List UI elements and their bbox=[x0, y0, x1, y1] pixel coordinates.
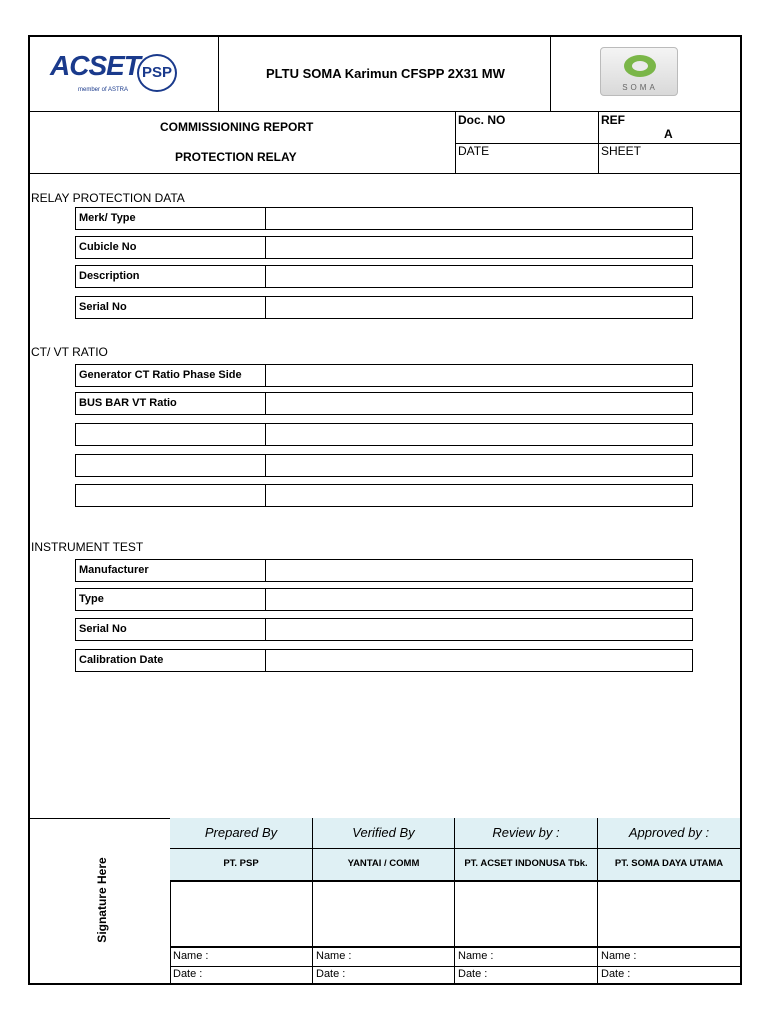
date-label: DATE bbox=[458, 144, 490, 158]
generator-ct-ratio-field[interactable] bbox=[266, 365, 692, 386]
row-label: Serial No bbox=[76, 619, 266, 640]
prepared-signature-box[interactable] bbox=[170, 882, 313, 946]
divider bbox=[598, 111, 599, 173]
manufacturer-field[interactable] bbox=[266, 560, 692, 581]
review-by-company: PT. ACSET INDONUSA Tbk. bbox=[455, 849, 598, 880]
prepared-name-date[interactable] bbox=[170, 948, 313, 985]
relay-row-cubicle-no bbox=[75, 236, 693, 259]
ct-row-busbar-vt bbox=[75, 392, 693, 415]
approved-by-company: PT. SOMA DAYA UTAMA bbox=[598, 849, 740, 880]
relay-row-description bbox=[75, 265, 693, 288]
report-title: COMMISSIONING REPORT bbox=[160, 120, 314, 134]
row-label: Type bbox=[76, 589, 266, 610]
verified-by-label: Verified By bbox=[313, 818, 455, 849]
approved-signature-box[interactable] bbox=[598, 882, 740, 946]
ct-row-blank bbox=[75, 423, 693, 446]
divider bbox=[218, 35, 219, 111]
name-label: Name : bbox=[601, 950, 637, 962]
row-label bbox=[76, 424, 266, 445]
name-label: Name : bbox=[173, 950, 209, 962]
instrument-row-manufacturer bbox=[75, 559, 693, 582]
merk-type-field[interactable] bbox=[266, 208, 692, 229]
date-label: Date : bbox=[458, 968, 488, 980]
row-label: Merk/ Type bbox=[76, 208, 266, 229]
row-label bbox=[76, 485, 266, 506]
acset-tagline: member of ASTRA bbox=[78, 87, 129, 93]
divider bbox=[455, 111, 456, 173]
prepared-by-company: PT. PSP bbox=[170, 849, 313, 880]
row-label bbox=[76, 455, 266, 476]
name-label: Name : bbox=[458, 950, 494, 962]
divider bbox=[28, 173, 742, 174]
ct-row-generator-ct bbox=[75, 364, 693, 387]
soma-logo-text: SOMA bbox=[622, 83, 658, 92]
name-date-area bbox=[170, 948, 740, 985]
signature-header bbox=[170, 818, 740, 882]
row-label: Calibration Date bbox=[76, 650, 266, 671]
row-label: Serial No bbox=[76, 297, 266, 318]
project-title: PLTU SOMA Karimun CFSPP 2X31 MW bbox=[266, 66, 505, 81]
description-field[interactable] bbox=[266, 266, 692, 287]
relay-row-serial-no bbox=[75, 296, 693, 319]
signature-area bbox=[170, 882, 740, 948]
instrument-row-serial-no bbox=[75, 618, 693, 641]
ct-section-title: CT/ VT RATIO bbox=[31, 345, 108, 359]
soma-logo bbox=[600, 47, 678, 96]
relay-serial-no-field[interactable] bbox=[266, 297, 692, 318]
blank-field[interactable] bbox=[266, 455, 692, 476]
cubicle-no-field[interactable] bbox=[266, 237, 692, 258]
instrument-section-title: INSTRUMENT TEST bbox=[31, 540, 144, 554]
row-label: BUS BAR VT Ratio bbox=[76, 393, 266, 414]
blank-field[interactable] bbox=[266, 485, 692, 506]
relay-row-merk-type bbox=[75, 207, 693, 230]
verified-by-company: YANTAI / COMM bbox=[313, 849, 455, 880]
review-by-label: Review by : bbox=[455, 818, 598, 849]
busbar-vt-ratio-field[interactable] bbox=[266, 393, 692, 414]
approved-name-date[interactable] bbox=[598, 948, 740, 985]
date-label: Date : bbox=[601, 968, 631, 980]
name-label: Name : bbox=[316, 950, 352, 962]
row-label: Description bbox=[76, 266, 266, 287]
calibration-date-field[interactable] bbox=[266, 650, 692, 671]
date-label: Date : bbox=[173, 968, 203, 980]
instrument-serial-no-field[interactable] bbox=[266, 619, 692, 640]
instrument-row-calibration-date bbox=[75, 649, 693, 672]
psp-logo: PSP bbox=[137, 54, 177, 92]
review-signature-box[interactable] bbox=[455, 882, 598, 946]
acset-logo: ACSET bbox=[50, 50, 140, 81]
divider bbox=[28, 111, 742, 112]
ref-label: REF bbox=[601, 113, 625, 127]
ct-row-blank bbox=[75, 454, 693, 477]
row-label: Generator CT Ratio Phase Side bbox=[76, 365, 266, 386]
instrument-type-field[interactable] bbox=[266, 589, 692, 610]
row-label: Cubicle No bbox=[76, 237, 266, 258]
instrument-row-type bbox=[75, 588, 693, 611]
relay-section-title: RELAY PROTECTION DATA bbox=[31, 191, 185, 205]
verified-signature-box[interactable] bbox=[313, 882, 455, 946]
blank-field[interactable] bbox=[266, 424, 692, 445]
report-subtitle: PROTECTION RELAY bbox=[175, 150, 297, 164]
review-name-date[interactable] bbox=[455, 948, 598, 985]
ct-row-blank bbox=[75, 484, 693, 507]
approved-by-label: Approved by : bbox=[598, 818, 740, 849]
divider bbox=[550, 35, 551, 111]
date-label: Date : bbox=[316, 968, 346, 980]
ref-value: A bbox=[664, 127, 673, 141]
divider bbox=[455, 143, 742, 144]
signature-side-label: Signature Here bbox=[95, 857, 109, 943]
row-label: Manufacturer bbox=[76, 560, 266, 581]
prepared-by-label: Prepared By bbox=[170, 818, 313, 849]
sheet-label: SHEET bbox=[601, 144, 642, 158]
verified-name-date[interactable] bbox=[313, 948, 455, 985]
doc-no-label: Doc. NO bbox=[458, 113, 506, 127]
